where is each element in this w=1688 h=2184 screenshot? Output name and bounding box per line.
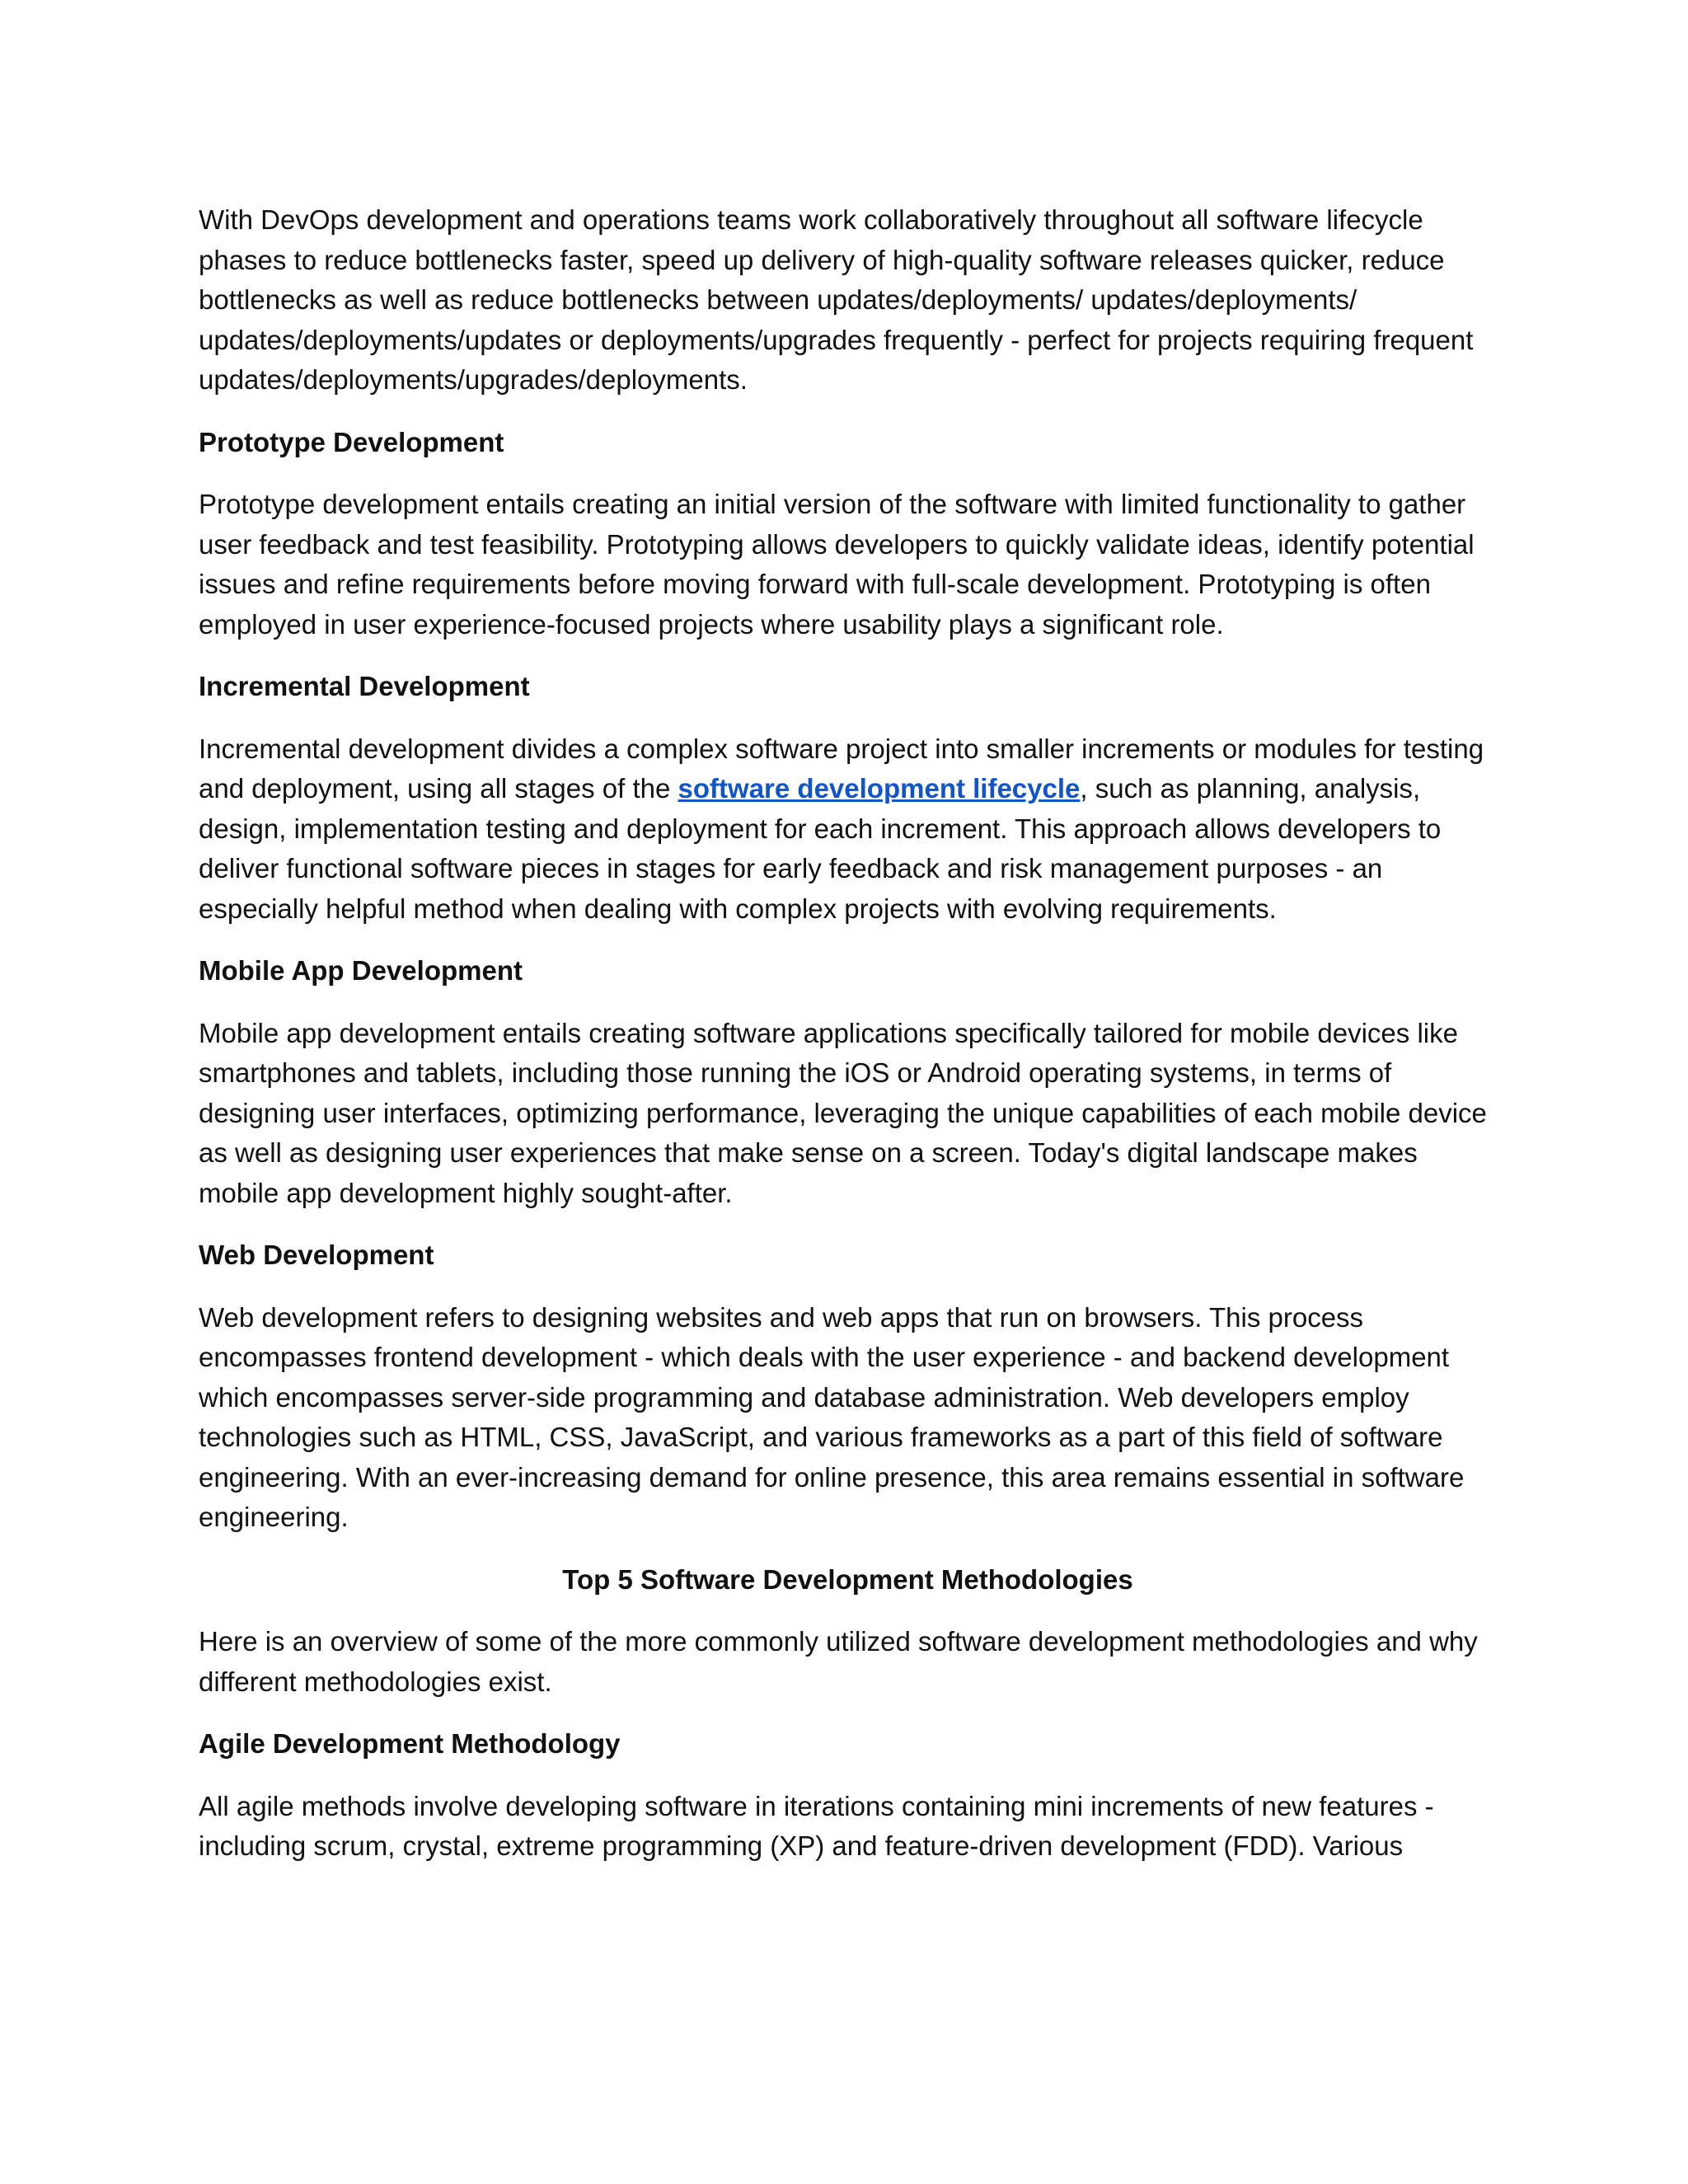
sdlc-link[interactable]: software development lifecycle bbox=[678, 773, 1081, 804]
paragraph-web: Web development refers to designing websites and web apps that run on browsers. This process encompasses frontend development - which deals with the user experience - and backend development which encompasses server-side programming and database administration. Web developers employ technologies such as HTML, CSS, JavaScript, and various frameworks as a part of this field of software engineering. With an ever-increasing demand for online presence, this area remains essential in software engineering. bbox=[199, 1301, 1465, 1532]
document-body bbox=[199, 200, 1497, 1889]
paragraph-prototype: Prototype development entails creating an initial version of the software with limited functionality to gather user feedback and test feasibility. Prototyping allows developers to quickly validate ideas, identify potential issues and refine requirements before moving forward with full-scale development. Prototyping is often employed in user experience-focused projects where usability plays a significant role. bbox=[199, 489, 1475, 640]
paragraph-incremental-text-1: Incremental development divides a complex software project into smaller increments or modules for testing and deployment, using all stages of the bbox=[199, 733, 1484, 804]
heading-web-development: Web Development bbox=[199, 1240, 434, 1270]
heading-agile-methodology: Agile Development Methodology bbox=[199, 1728, 621, 1759]
paragraph-mobile: Mobile app development entails creating software applications specifically tailored for mobile devices like smartphones and tablets, including those running the iOS or Android operating systems, in terms of designing user interfaces, optimizing performance, leveraging the unique capabilities of each mobile device as well as designing user experiences that make sense on a screen. Today's digital landscape makes mobile app development highly sought-after. bbox=[199, 1017, 1487, 1208]
heading-prototype-development: Prototype Development bbox=[199, 426, 504, 457]
heading-top-5-methodologies: Top 5 Software Development Methodologies bbox=[562, 1563, 1133, 1595]
heading-mobile-app-development: Mobile App Development bbox=[199, 955, 523, 986]
paragraph-overview: Here is an overview of some of the more commonly utilized software development methodologies and why different methodologies exist. bbox=[199, 1626, 1478, 1697]
paragraph-incremental bbox=[199, 729, 1497, 930]
heading-incremental-development: Incremental Development bbox=[199, 671, 530, 701]
paragraph-agile: All agile methods involve developing software in iterations containing mini increments of new features - including scrum, crystal, extreme programming (XP) and feature-driven development (FDD). Various bbox=[199, 1790, 1434, 1861]
paragraph-incremental-text-2: , such as planning, analysis, design, implementation testing and deployment for each increment. This approach allows developers to deliver functional software pieces in stages for early feedback and risk management purposes - an especially helpful method when dealing with complex projects with evolving requirements. bbox=[199, 773, 1442, 924]
paragraph-devops: With DevOps development and operations teams work collaboratively throughout all software lifecycle phases to reduce bottlenecks faster, speed up delivery of high-quality software releases quicker, reduce bottlenecks as well as reduce bottlenecks between updates/deployments/ updates/deployments/ updates/deployments/updates or deployments/upgrades frequently - perfect for projects requiring frequent updates/deployments/upgrades/deployments. bbox=[199, 204, 1474, 395]
